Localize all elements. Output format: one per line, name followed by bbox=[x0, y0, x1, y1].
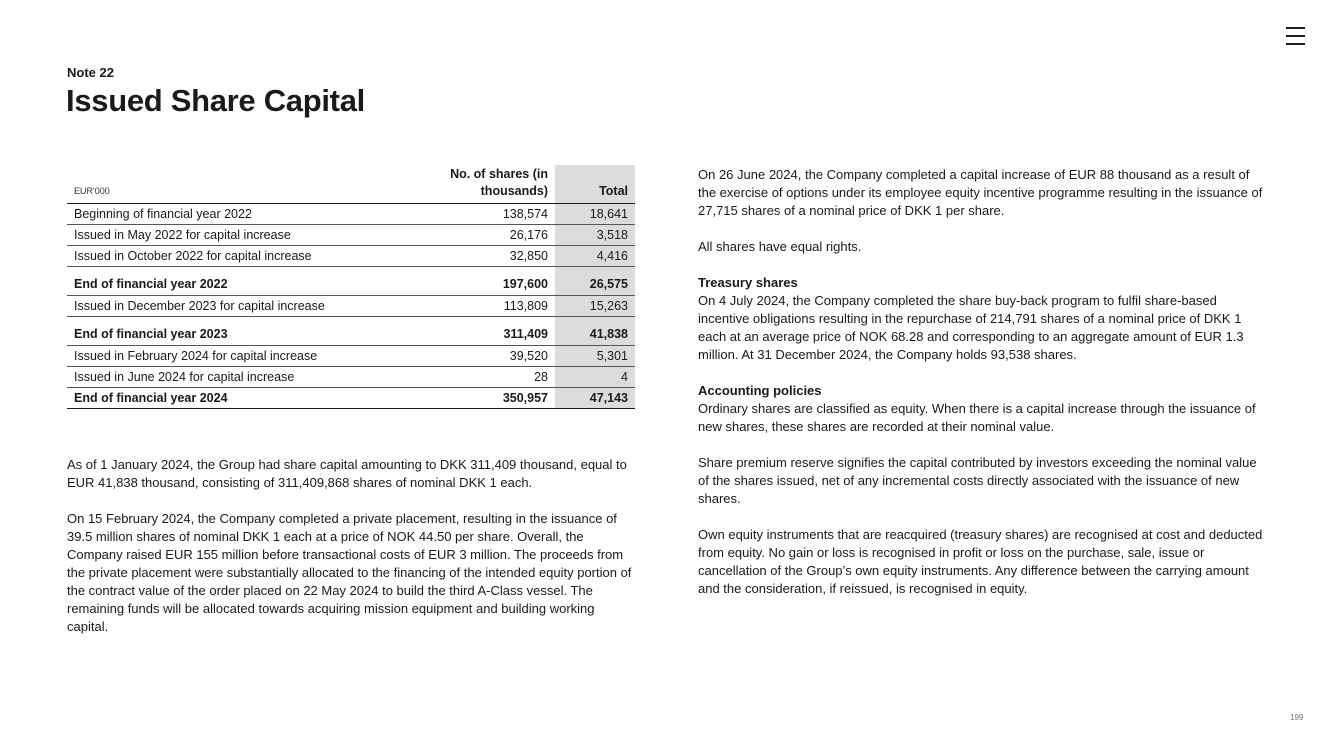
table-row bbox=[67, 245, 635, 266]
row-label: Issued in May 2022 for capital increase bbox=[74, 227, 291, 242]
page-title: Issued Share Capital bbox=[66, 83, 365, 118]
row-shares: 311,409 bbox=[503, 326, 548, 341]
table-total-row bbox=[67, 316, 635, 345]
row-label: End of financial year 2022 bbox=[74, 276, 228, 291]
row-label: End of financial year 2023 bbox=[74, 326, 228, 341]
table-row bbox=[67, 203, 635, 224]
table-row bbox=[67, 224, 635, 245]
share-capital-table bbox=[67, 165, 635, 409]
treasury-shares-heading: Treasury shares bbox=[698, 275, 798, 290]
unit-header: EUR'000 bbox=[67, 165, 417, 203]
row-total: 15,263 bbox=[555, 295, 635, 316]
row-shares: 350,957 bbox=[502, 390, 548, 405]
private-placement-paragraph: On 15 February 2024, the Company completed a private placement, resulting in the issuance of 39.5 million shares of nominal DKK 1 each at a price of NOK 44.50 per share. Overall, the Company raised EUR 155 million before transactional costs of EUR 3 million. The proceeds from the private placement were substantially allocated to the financing of the intended equity portion of the contract value of the order placed on 22 May 2024 to build the third A-Class vessel. The remaining funds will be allocated towards acquiring mission equipment and building working capital. bbox=[67, 511, 632, 634]
hamburger-menu-icon[interactable] bbox=[1286, 27, 1306, 45]
row-label: Beginning of financial year 2022 bbox=[74, 206, 252, 221]
capital-increase-paragraph: On 26 June 2024, the Company completed a capital increase of EUR 88 thousand as a result of the exercise of options under its employee equity incentive programme resulting in the issuance of 27,715 shares of a nominal price of DKK 1 per share. bbox=[698, 167, 1263, 218]
row-label: Issued in December 2023 for capital increase bbox=[74, 298, 325, 313]
row-total: 4 bbox=[555, 366, 635, 387]
table-row bbox=[67, 295, 635, 316]
table-row bbox=[67, 345, 635, 366]
row-total: 26,575 bbox=[555, 266, 635, 295]
table-final-row bbox=[67, 387, 635, 408]
row-shares: 32,850 bbox=[509, 248, 548, 263]
row-label: Issued in June 2024 for capital increase bbox=[74, 369, 295, 384]
row-total: 41,838 bbox=[555, 316, 635, 345]
share-premium-paragraph: Share premium reserve signifies the capital contributed by investors exceeding the nominal value of the shares issued, net of any incremental costs directly associated with the issuance of new shares. bbox=[698, 455, 1257, 506]
row-label: End of financial year 2024 bbox=[74, 390, 228, 405]
shares-column-header: No. of shares (in thousands) bbox=[417, 165, 555, 203]
share-capital-paragraph: As of 1 January 2024, the Group had share capital amounting to DKK 311,409 thousand, equal to EUR 41,838 thousand, consisting of 311,409,868 shares of nominal DKK 1 each. bbox=[67, 457, 627, 490]
own-equity-paragraph: Own equity instruments that are reacquired (treasury shares) are recognised at cost and deducted from equity. No gain or loss is recognised in profit or loss on the purchase, sale, issue or cancellation of the Group’s own equity instruments. Any difference between the carrying amount and the consideration, if reissued, is recognised in equity. bbox=[698, 527, 1263, 596]
row-shares: 113,809 bbox=[503, 298, 548, 313]
row-label: Issued in October 2022 for capital increase bbox=[74, 248, 312, 263]
note-label: Note 22 bbox=[67, 65, 114, 80]
row-total: 18,641 bbox=[555, 203, 635, 224]
page-number: 199 bbox=[1290, 713, 1304, 722]
accounting-policies-heading: Accounting policies bbox=[698, 383, 822, 398]
treasury-shares-paragraph: On 4 July 2024, the Company completed the share buy-back program to fulfil share-based incentive obligations resulting in the repurchase of 214,791 shares of a nominal price of DKK 1 each at an average price of NOK 68.28 and corresponding to an aggregate amount of EUR 1.3 million. At 31 December 2024, the Company holds 93,538 shares. bbox=[698, 293, 1244, 362]
right-text-column bbox=[698, 166, 1268, 616]
row-shares: 28 bbox=[534, 369, 548, 384]
row-total: 4,416 bbox=[555, 245, 635, 266]
row-total: 47,143 bbox=[555, 387, 635, 408]
total-column-header: Total bbox=[555, 165, 635, 203]
row-total: 3,518 bbox=[555, 224, 635, 245]
row-shares: 39,520 bbox=[509, 348, 548, 363]
row-shares: 26,176 bbox=[509, 227, 548, 242]
equal-rights-paragraph: All shares have equal rights. bbox=[698, 239, 862, 254]
table-header-row bbox=[67, 165, 635, 203]
row-total: 5,301 bbox=[555, 345, 635, 366]
left-text-column bbox=[67, 456, 637, 654]
row-shares: 197,600 bbox=[502, 276, 548, 291]
table-total-row bbox=[67, 266, 635, 295]
row-shares: 138,574 bbox=[502, 206, 548, 221]
table-row bbox=[67, 366, 635, 387]
accounting-policies-paragraph: Ordinary shares are classified as equity. When there is a capital increase through the issuance of new shares, these shares are recorded at their nominal value. bbox=[698, 401, 1256, 434]
row-label: Issued in February 2024 for capital increase bbox=[74, 348, 318, 363]
